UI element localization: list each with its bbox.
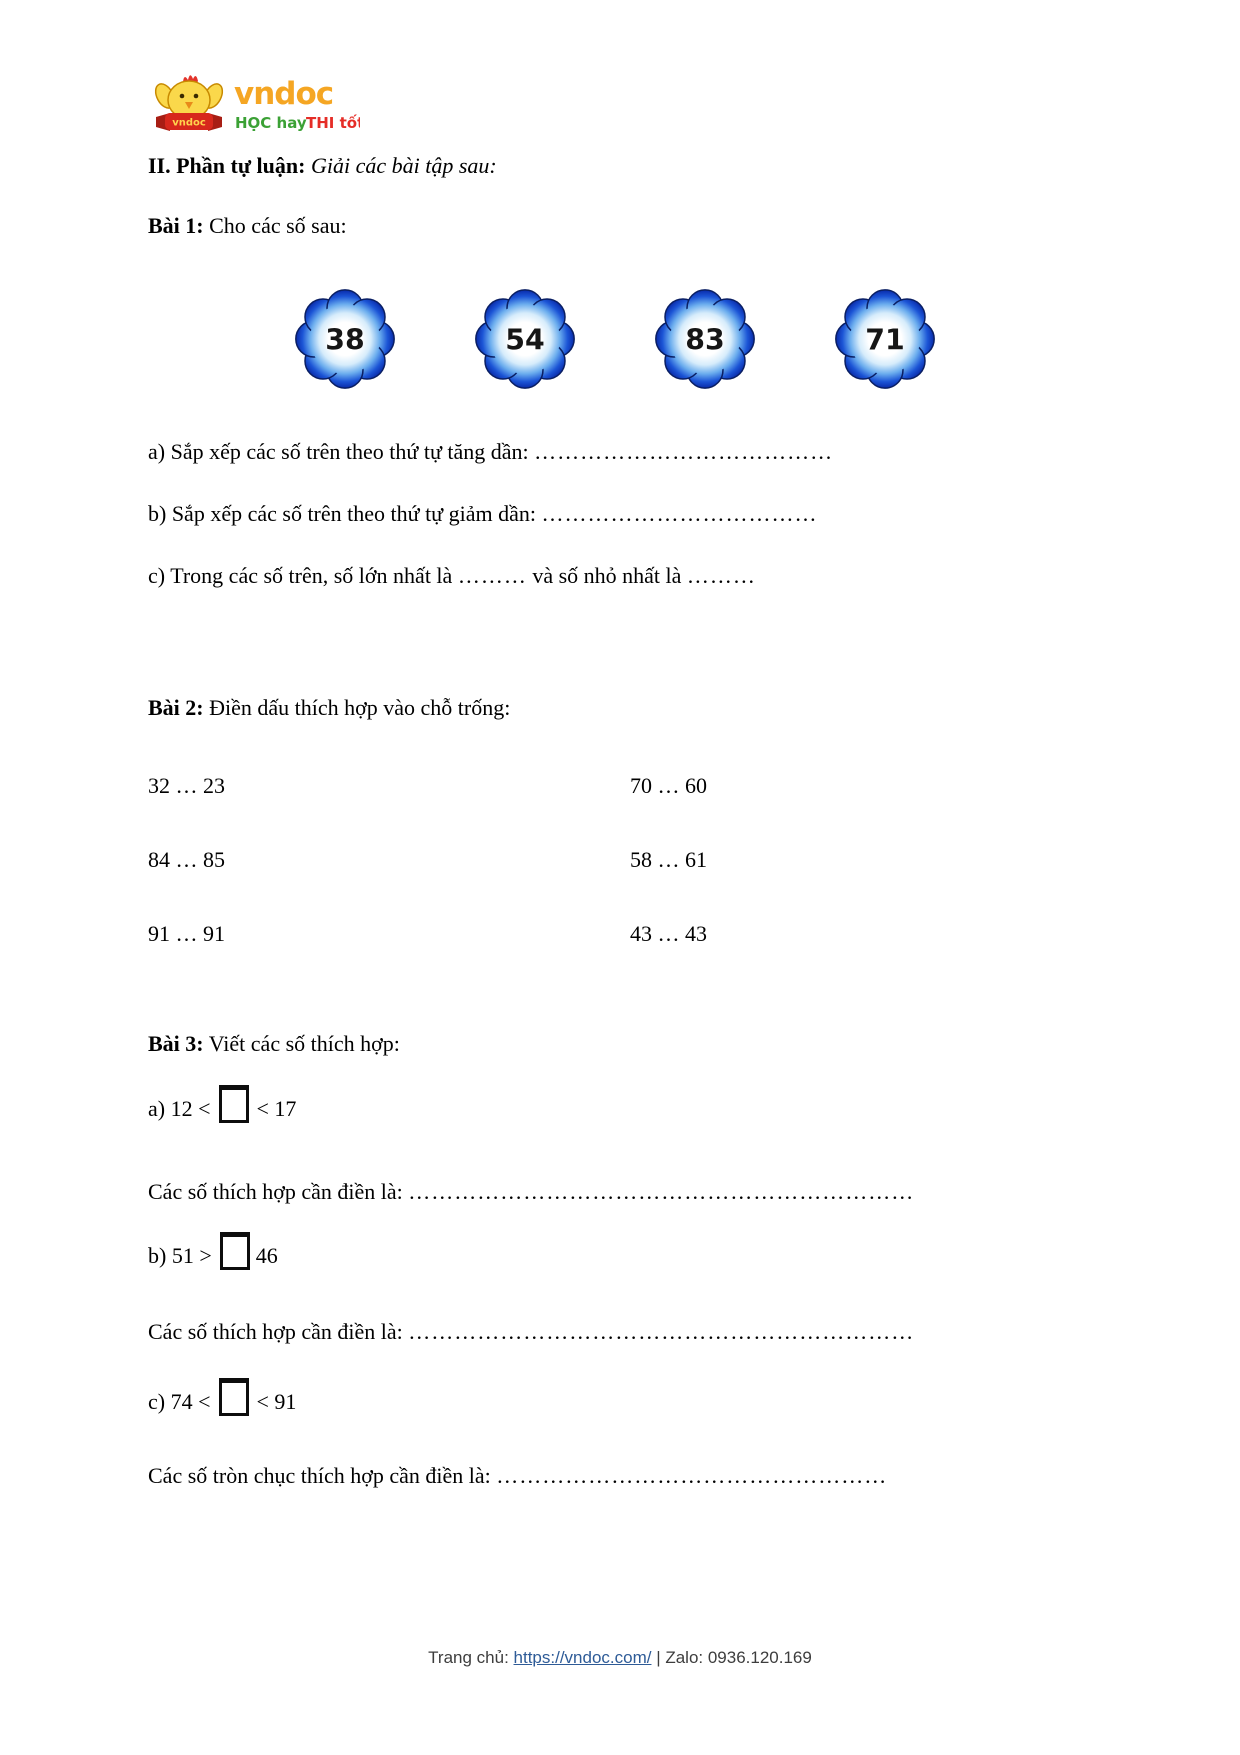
bai3-answer-c (148, 1462, 887, 1490)
bai3-answer-a (148, 1178, 914, 1206)
comparison-pair: 58 … 61 (630, 847, 707, 872)
bai3-answer-b (148, 1318, 914, 1346)
comparison-pair: 84 … 85 (148, 847, 225, 872)
answer-dots: ……………………………… (541, 501, 818, 526)
flower-number: 71 (865, 323, 905, 357)
banner-ribbon-icon (156, 113, 222, 131)
number-flowers-row (0, 287, 1240, 391)
comparison-pair: 32 … 23 (148, 773, 225, 798)
expr-a-after: < 17 (256, 1096, 297, 1121)
bai3-expression-a (148, 1085, 296, 1123)
answer-dots: ……… (686, 563, 756, 588)
bai1-line-c-part2: và số nhỏ nhất là (526, 563, 687, 588)
answer-dots: …………………………………………… (496, 1463, 888, 1488)
footer-prefix: Trang chủ: (428, 1648, 514, 1667)
footer-suffix: | Zalo: 0936.120.169 (651, 1648, 812, 1667)
fill-in-box (219, 1378, 249, 1416)
flower-number: 54 (505, 323, 545, 357)
section-header (148, 152, 497, 180)
answer-label: Các số thích hợp cần điền là: (148, 1179, 409, 1204)
vndoc-logo (150, 70, 360, 136)
bai2-heading (148, 694, 510, 722)
section-header-italic: Giải các bài tập sau: (305, 153, 497, 178)
bai2-intro: Điền dấu thích hợp vào chỗ trống: (203, 695, 511, 720)
expr-b-after: 46 (255, 1243, 278, 1268)
answer-label: Các số tròn chục thích hợp cần điền là: (148, 1463, 497, 1488)
bai2-label: Bài 2: (148, 695, 204, 720)
logo-tagline-red: THI tốt (306, 114, 360, 132)
answer-dots: ………………………………………………………… (408, 1319, 915, 1344)
number-flower-83 (653, 287, 757, 391)
page-footer (0, 1648, 1240, 1668)
flower-number: 38 (325, 323, 365, 357)
bai1-line-a-text: a) Sắp xếp các số trên theo thứ tự tăng dần: (148, 439, 535, 464)
bai1-heading (148, 212, 347, 240)
bai1-intro: Cho các số sau: (203, 213, 347, 238)
bai1-line-b (148, 500, 817, 528)
bai2-comparison-grid (148, 772, 1090, 948)
bai3-intro: Viết các số thích hợp: (203, 1031, 400, 1056)
bai1-label: Bài 1: (148, 213, 204, 238)
answer-dots: ……… (457, 563, 527, 588)
number-flower-38 (293, 287, 397, 391)
comparison-pair: 91 … 91 (148, 921, 225, 946)
banner-text: vndoc (172, 117, 206, 129)
logo-tagline-green: HỌC hay (235, 114, 307, 132)
number-flower-71 (833, 287, 937, 391)
bai3-heading (148, 1030, 400, 1058)
fill-in-box (220, 1232, 250, 1270)
expr-c-before: c) 74 < (148, 1389, 211, 1414)
fill-in-box (219, 1085, 249, 1123)
answer-dots: ………………………………… (534, 439, 834, 464)
section-header-bold: II. Phần tự luận: (148, 153, 306, 178)
number-flower-54 (473, 287, 577, 391)
bai1-line-b-text: b) Sắp xếp các số trên theo thứ tự giảm dần: (148, 501, 542, 526)
answer-label: Các số thích hợp cần điền là: (148, 1319, 409, 1344)
expr-a-before: a) 12 < (148, 1096, 211, 1121)
answer-dots: ………………………………………………………… (408, 1179, 915, 1204)
home-page-link[interactable]: https://vndoc.com/ (513, 1648, 652, 1667)
flower-number: 83 (685, 323, 725, 357)
bai3-expression-b (148, 1232, 278, 1270)
bai3-expression-c (148, 1378, 296, 1416)
bai3-label: Bài 3: (148, 1031, 204, 1056)
expr-c-after: < 91 (256, 1389, 297, 1414)
comparison-pair: 70 … 60 (630, 773, 707, 798)
bai1-line-c-part1: c) Trong các số trên, số lớn nhất là (148, 563, 458, 588)
bai1-line-c (148, 562, 756, 590)
comparison-pair: 43 … 43 (630, 921, 707, 946)
vndoc-logo-graphic (150, 70, 360, 136)
logo-wordmark: vndoc (234, 76, 334, 112)
expr-b-before: b) 51 > (148, 1243, 212, 1268)
chick-mascot-icon (152, 75, 226, 119)
bai1-line-a (148, 438, 833, 466)
